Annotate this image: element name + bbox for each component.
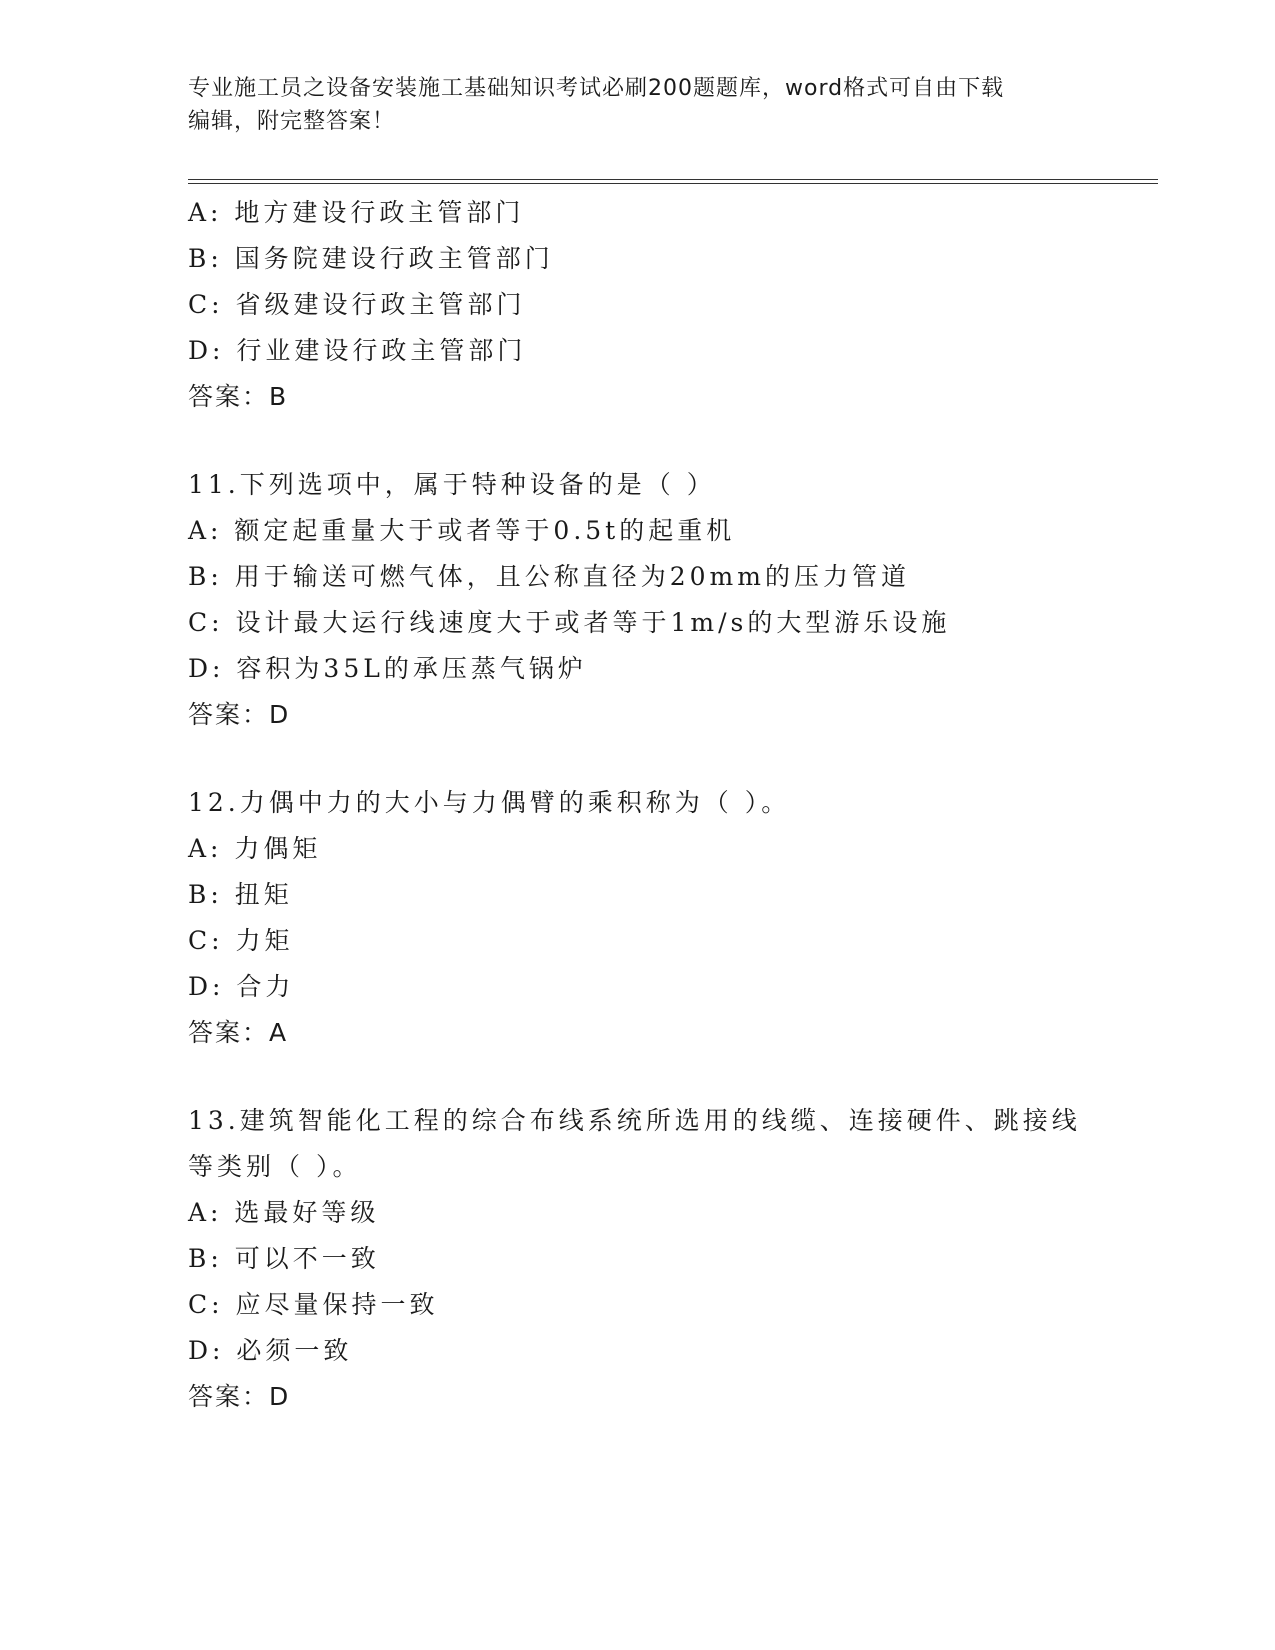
option-a: A: 地方建设行政主管部门 (188, 198, 525, 227)
question-12 (188, 780, 1088, 1056)
question-content (188, 190, 1088, 1420)
header-title-line-1: 专业施工员之设备安装施工基础知识考试必刷200题题库，word格式可自由下载 (188, 76, 1005, 101)
answer-line: 答案：D (188, 700, 291, 729)
option-d: D: 必须一致 (188, 1336, 353, 1365)
option-a: A: 力偶矩 (188, 834, 322, 863)
question-stem-line-2: 等类别（ ）。 (188, 1152, 362, 1181)
answer-line: 答案：D (188, 1382, 291, 1411)
option-c: C: 省级建设行政主管部门 (188, 290, 526, 319)
option-d: D: 行业建设行政主管部门 (188, 336, 527, 365)
option-a: A: 额定起重量大于或者等于0.5t的起重机 (188, 516, 736, 545)
header-divider (188, 179, 1158, 184)
answer-line: 答案：B (188, 382, 289, 411)
option-a: A: 选最好等级 (188, 1198, 380, 1227)
question-stem: 12.力偶中力的大小与力偶臂的乘积称为（ ）。 (188, 788, 791, 817)
option-c: C: 设计最大运行线速度大于或者等于1m/s的大型游乐设施 (188, 608, 951, 637)
answer-line: 答案：A (188, 1018, 289, 1047)
document-header (188, 72, 1068, 138)
option-c: C: 力矩 (188, 926, 294, 955)
question-stem: 11.下列选项中，属于特种设备的是（ ） (188, 470, 716, 499)
option-b: B: 用于输送可燃气体，且公称直径为20mm的压力管道 (188, 562, 910, 591)
option-b: B: 可以不一致 (188, 1244, 380, 1273)
previous-question-options (188, 190, 1088, 420)
option-b: B: 扭矩 (188, 880, 293, 909)
option-d: D: 容积为35L的承压蒸气锅炉 (188, 654, 587, 683)
option-b: B: 国务院建设行政主管部门 (188, 244, 554, 273)
question-11 (188, 462, 1088, 738)
header-title-line-2: 编辑，附完整答案！ (188, 109, 396, 134)
option-d: D: 合力 (188, 972, 295, 1001)
question-stem-line-1: 13.建筑智能化工程的综合布线系统所选用的线缆、连接硬件、跳接线 (188, 1106, 1081, 1135)
option-c: C: 应尽量保持一致 (188, 1290, 439, 1319)
question-13 (188, 1098, 1088, 1420)
